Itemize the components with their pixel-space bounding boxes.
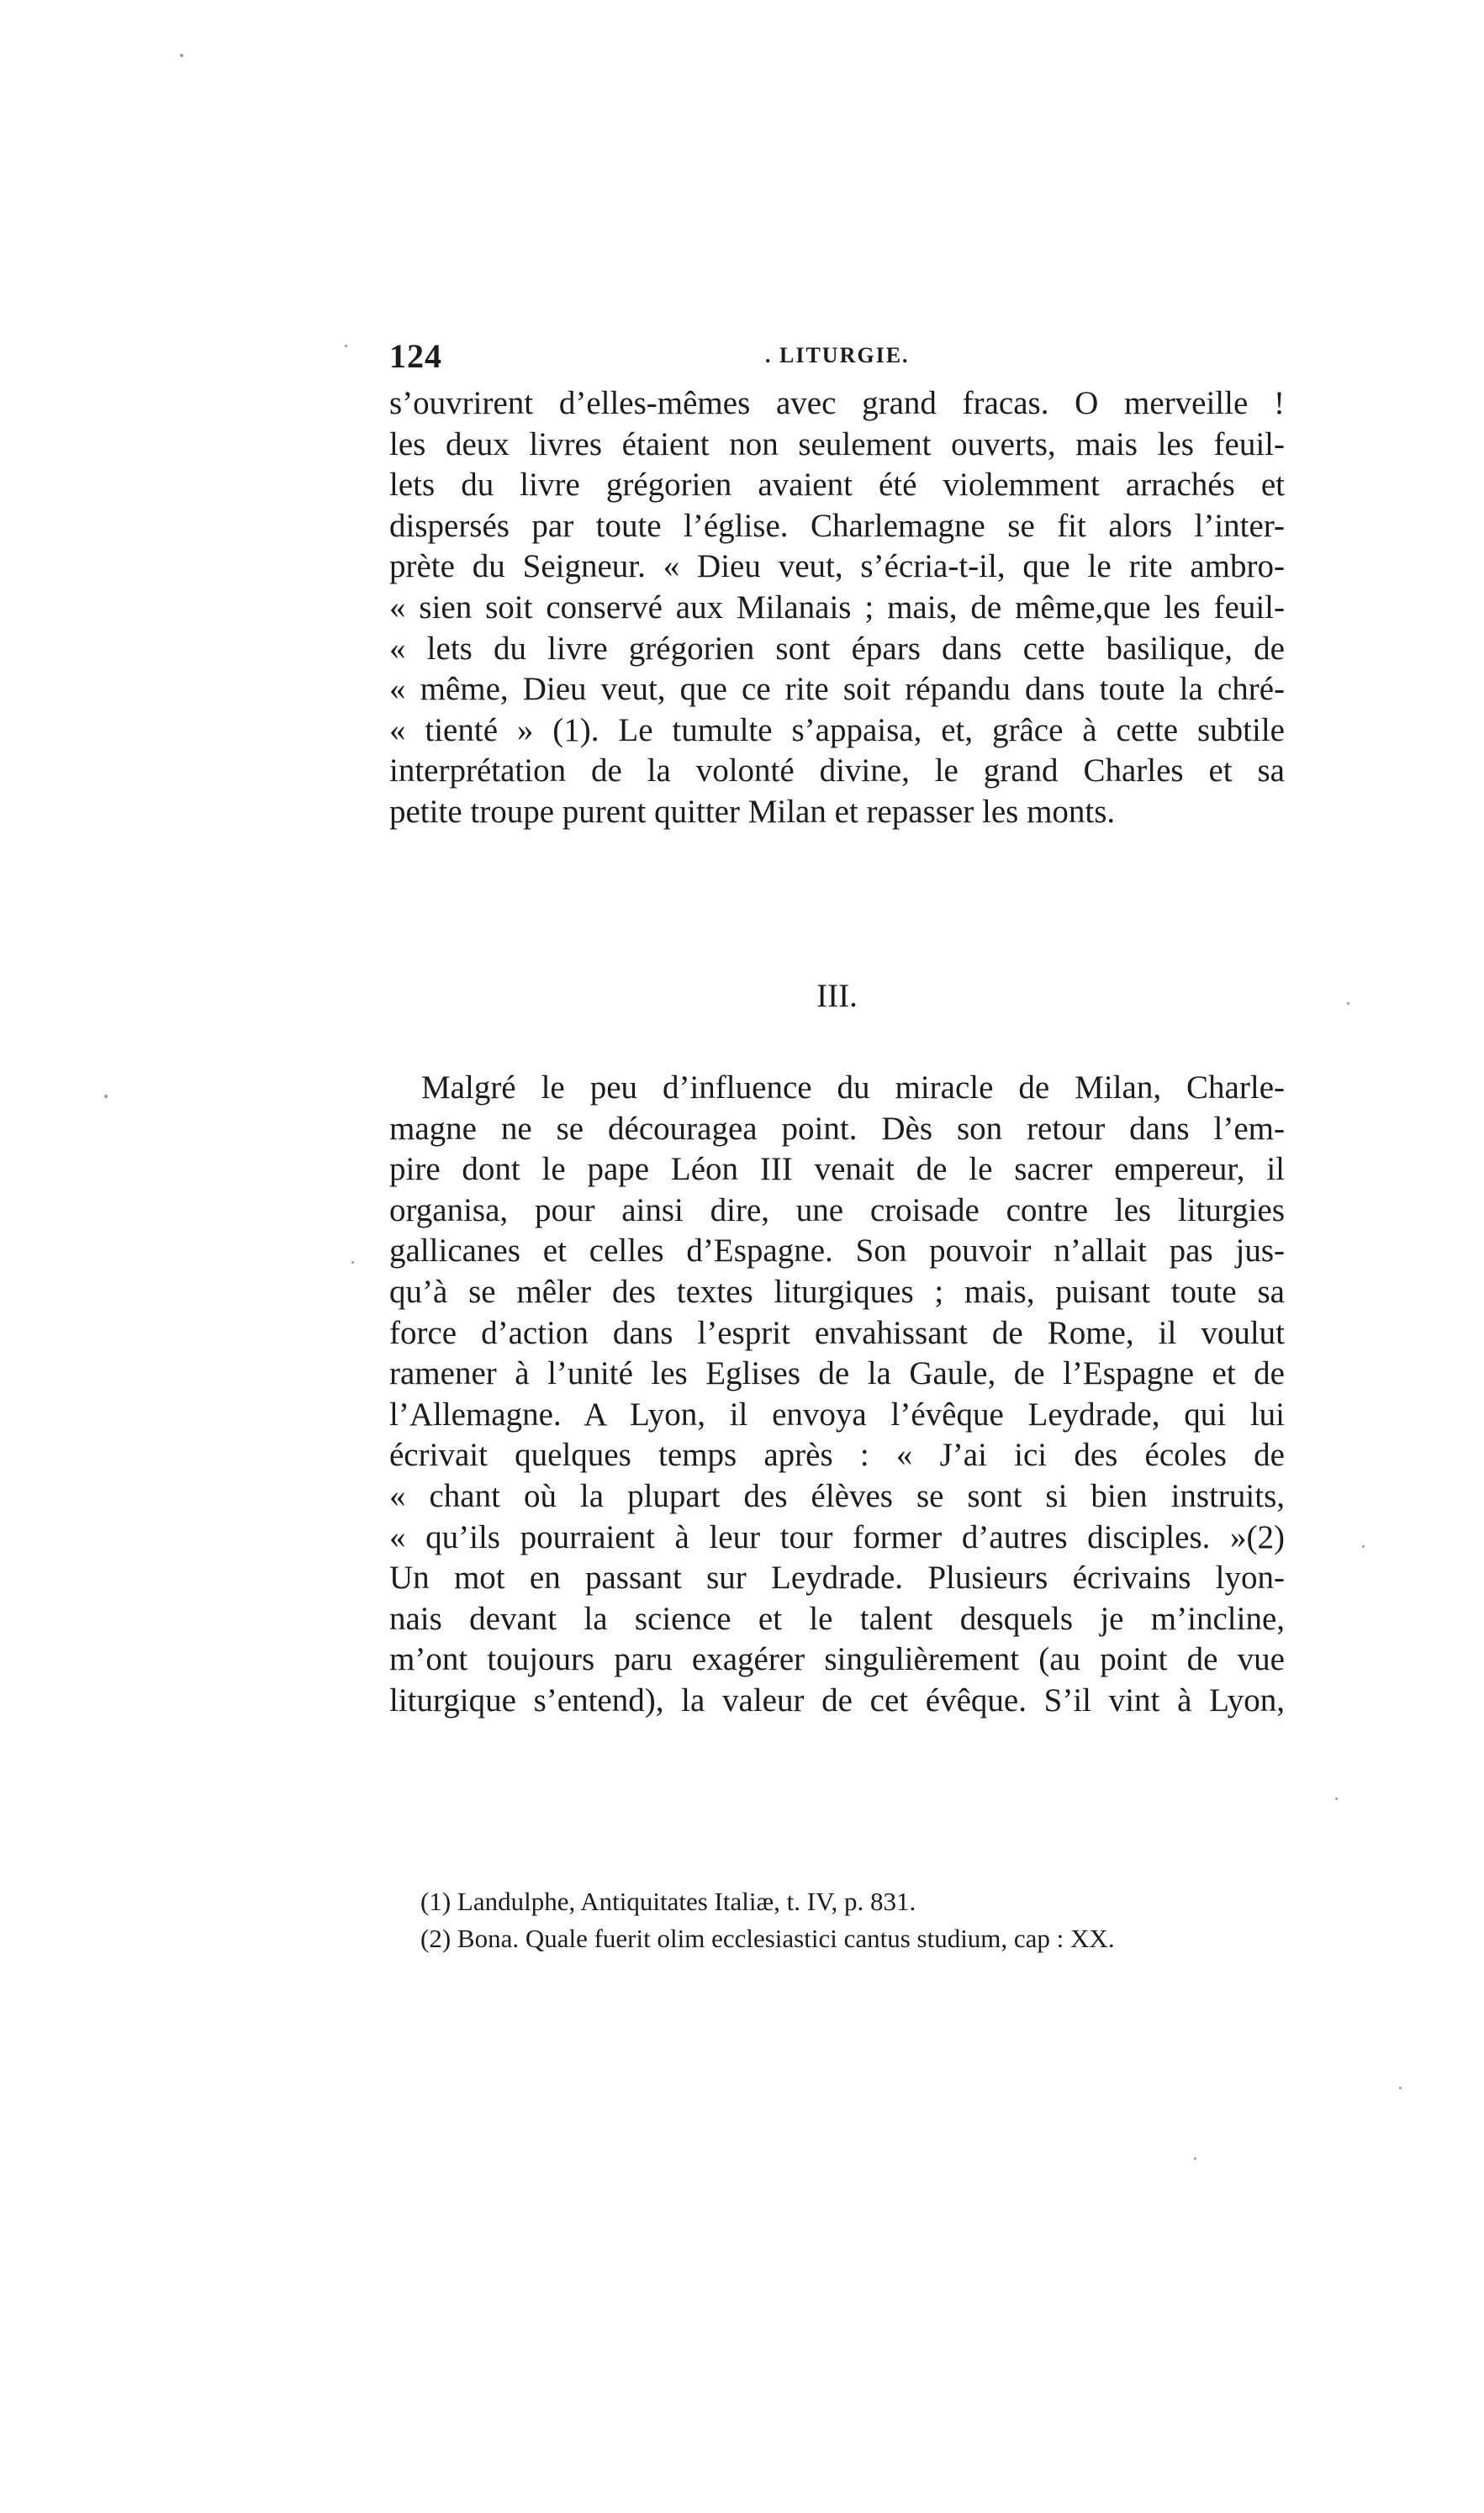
scan-speck xyxy=(345,345,347,347)
text-line: magne ne se découragea point. Dès son retour dans l’em- xyxy=(389,1110,1285,1147)
text-line: « même, Dieu veut, que ce rite soit répandu dans toute la chré- xyxy=(389,671,1285,708)
paragraph-2 xyxy=(389,1068,1285,1722)
text-line: l’Allemagne. A Lyon, il envoya l’évêque Leydrade, qui lui xyxy=(389,1396,1285,1433)
text-line: prète du Seigneur. « Dieu veut, s’écria-t-il, que le rite ambro- xyxy=(389,548,1285,585)
text-line: « tienté » (1). Le tumulte s’appaisa, et, grâce à cette subtile xyxy=(389,711,1285,748)
text-line: « lets du livre grégorien sont épars dans cette basilique, de xyxy=(389,630,1285,667)
text-line: pire dont le pape Léon III venait de le sacrer empereur, il xyxy=(389,1151,1285,1188)
text-line: liturgique s’entend), la valeur de cet évêque. S’il vint à Lyon, xyxy=(389,1681,1285,1718)
text-line: organisa, pour ainsi dire, une croisade contre les liturgies xyxy=(389,1191,1285,1228)
text-line: gallicanes et celles d’Espagne. Son pouvoir n’allait pas jus- xyxy=(389,1233,1285,1270)
page-number: 124 xyxy=(389,337,442,375)
footnote-1: (1) Landulphe, Antiquitates Italiæ, t. IV, p. 831. xyxy=(420,1887,916,1916)
paragraph-1 xyxy=(389,383,1285,833)
text-line: ramener à l’unité les Eglises de la Gaule, de l’Espagne et de xyxy=(389,1355,1285,1392)
scan-speck xyxy=(1335,1798,1338,1800)
text-line: force d’action dans l’esprit envahissant de Rome, il voulut xyxy=(389,1314,1285,1351)
text-line: qu’à se mêler des textes liturgiques ; mais, puisant toute sa xyxy=(389,1273,1285,1310)
text-line: « sien soit conservé aux Milanais ; mais, de même,que les feuil- xyxy=(389,589,1285,626)
text-line: s’ouvrirent d’elles-mêmes avec grand fracas. O merveille ! xyxy=(389,385,1285,421)
text-line: dispersés par toute l’église. Charlemagne se fit alors l’inter- xyxy=(389,507,1285,544)
footnote-2: (2) Bona. Quale fuerit olim ecclesiastici cantus studium, cap : XX. xyxy=(420,1924,1115,1953)
text-line: petite troupe purent quitter Milan et repasser les monts. xyxy=(389,793,1116,830)
text-line: nais devant la science et le talent desquels je m’incline, xyxy=(389,1600,1285,1637)
running-head: . LITURGIE. xyxy=(765,343,910,367)
scan-speck xyxy=(104,1095,108,1098)
scan-speck xyxy=(1362,1545,1365,1548)
text-line: Un mot en passant sur Leydrade. Plusieurs écrivains lyon- xyxy=(389,1560,1285,1597)
text-line: lets du livre grégorien avaient été violemment arrachés et xyxy=(389,467,1285,504)
text-line: écrivait quelques temps après : « J’ai ici des écoles de xyxy=(389,1437,1285,1474)
text-line: m’ont toujours paru exagérer singulièrement (au point de vue xyxy=(389,1641,1285,1678)
text-line: « chant où la plupart des élèves se sont si bien instruits, xyxy=(389,1477,1285,1514)
text-line: interprétation de la volonté divine, le grand Charles et sa xyxy=(389,752,1285,789)
scan-speck xyxy=(1399,2087,1402,2089)
text-line: les deux livres étaient non seulement ouverts, mais les feuil- xyxy=(389,425,1285,462)
section-title: III. xyxy=(816,978,858,1014)
scan-speck xyxy=(351,1261,354,1264)
text-line: Malgré le peu d’influence du miracle de Milan, Charle- xyxy=(421,1069,1285,1106)
scan-speck xyxy=(180,54,183,57)
text-line: « qu’ils pourraient à leur tour former d’autres disciples. »(2) xyxy=(389,1518,1285,1555)
scan-speck xyxy=(1194,2157,1196,2160)
footnotes xyxy=(420,1883,1286,1957)
page-header xyxy=(389,336,1297,378)
scan-speck xyxy=(1347,1002,1349,1005)
